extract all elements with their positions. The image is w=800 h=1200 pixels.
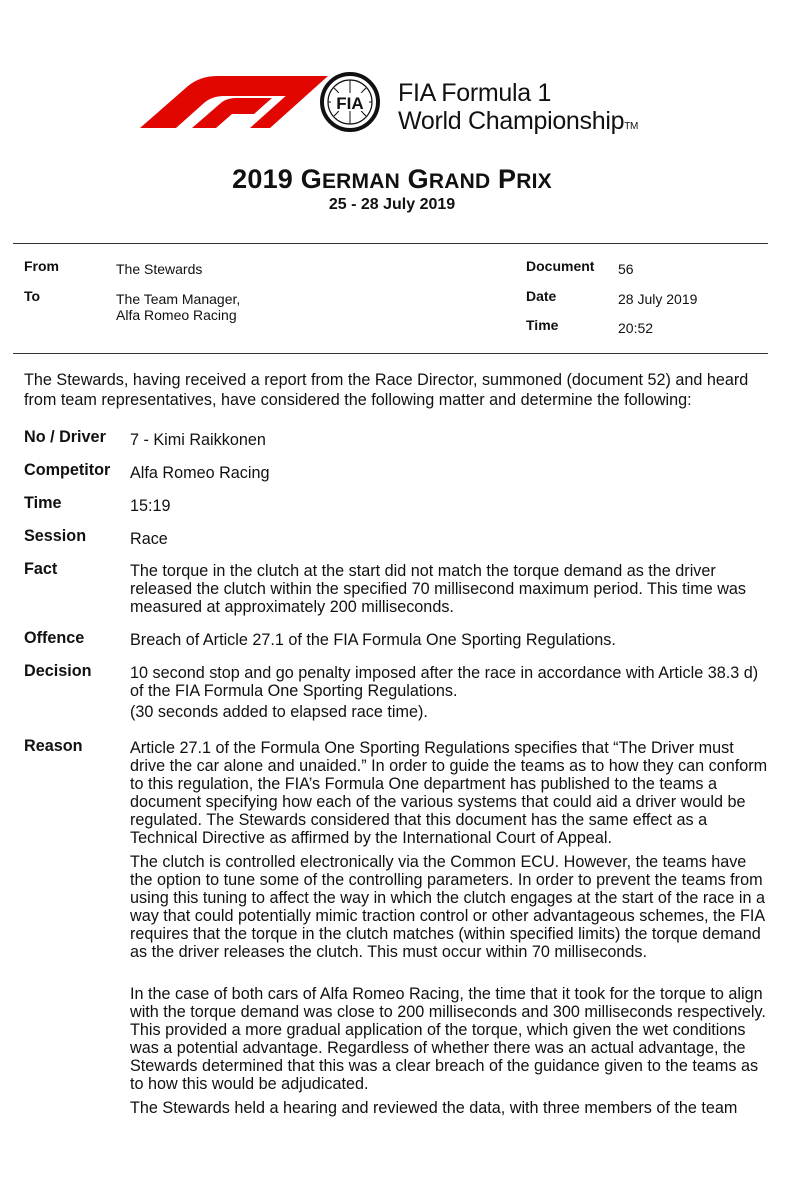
time-value: 20:52 (618, 320, 654, 336)
f1-logo-icon (140, 76, 328, 128)
driver-value: 7 - Kimi Raikkonen (130, 431, 266, 449)
offence-label: Offence (24, 629, 85, 647)
wordmark-line2: World ChampionshipTM (398, 107, 639, 135)
fia-seal-text: FIA (336, 94, 364, 113)
date-value: 28 July 2019 (618, 291, 698, 307)
session-label: Session (24, 527, 87, 545)
date-label: Date (526, 288, 557, 304)
fact-label: Fact (24, 560, 58, 578)
fia-seal-icon (322, 74, 378, 130)
reason-paragraph-1: Article 27.1 of the Formula One Sporting Regulations specifies that “The Driver must drive the car alone and unaided.” In order to guide the teams as to how they can conform to this regulation, the FIA’s Formula One department has published to the teams a document specifying how each of the various systems that could aid a driver would be regulated. The Stewards considered that this document has the same effect as a Technical Directive as affirmed by the International Court of Appeal. (130, 739, 768, 847)
reason-label: Reason (24, 737, 83, 755)
document-number: 56 (618, 261, 634, 277)
top-divider (13, 243, 768, 244)
time-label: Time (526, 317, 559, 333)
incident-time-value: 15:19 (130, 497, 171, 515)
fact-text: The torque in the clutch at the start did not match the torque demand as the driver released the clutch within the specified 70 millisecond maximum period. This time was measured at approximately 200 milliseconds. (130, 562, 747, 616)
reason-paragraph-3: In the case of both cars of Alfa Romeo Racing, the time that it took for the torque to align with the torque demand was close to 200 milliseconds and 300 milliseconds respectively. This provided a more gradual application of the torque, which given the wet conditions was a potential advantage. Regardless of whether there was an actual advantage, the Stewards determined that this was a clear breach of the guidance given to the teams as to how this would be adjudicated. (130, 985, 766, 1093)
incident-time-label: Time (24, 494, 62, 512)
wordmark-line1: FIA Formula 1 (398, 79, 552, 107)
event-dates: 25 - 28 July 2019 (328, 196, 456, 213)
from-label: From (24, 258, 59, 274)
driver-label: No / Driver (24, 428, 106, 446)
to-value: The Team Manager, Alfa Romeo Racing (116, 291, 241, 323)
competitor-value: Alfa Romeo Racing (130, 464, 270, 482)
to-label: To (24, 288, 41, 304)
trademark: TM (624, 121, 639, 132)
decision-text (130, 664, 770, 721)
reason-paragraph-2: The clutch is controlled electronically via the Common ECU. However, the teams have the option to tune some of the controlling parameters. In order to prevent the teams from using this tuning to affect the way in which the clutch engages at the start of the race in a way that could potentially mimic traction control or other advantageous schemes, the FIA requires that the torque in the clutch matches (within specified limits) the torque demand as the driver releases the clutch. This must occur within 70 milliseconds. (130, 853, 765, 961)
from-value: The Stewards (116, 261, 203, 277)
competitor-label: Competitor (24, 461, 111, 479)
session-value: Race (130, 530, 168, 548)
decision-penalty: 10 second stop and go penalty imposed after the race in accordance with Article 38.3 d) of the FIA Formula One Sporting Regulations. (130, 664, 759, 700)
document-label: Document (526, 258, 595, 274)
offence-text: Breach of Article 27.1 of the FIA Formula One Sporting Regulations. (130, 631, 616, 649)
bottom-divider (13, 353, 768, 354)
championship-wordmark (398, 79, 638, 141)
reason-paragraph-4: The Stewards held a hearing and reviewed the data, with three members of the team (130, 1099, 738, 1117)
reason-text (130, 739, 770, 1117)
decision-label: Decision (24, 662, 92, 680)
decision-note: (30 seconds added to elapsed race time). (130, 703, 428, 721)
intro-paragraph: The Stewards, having received a report from the Race Director, summoned (document 52) and heard from team representatives, have considered the following matter and determine the following: (24, 371, 749, 409)
event-title: 2019 GERMAN GRAND PRIX (232, 164, 552, 194)
